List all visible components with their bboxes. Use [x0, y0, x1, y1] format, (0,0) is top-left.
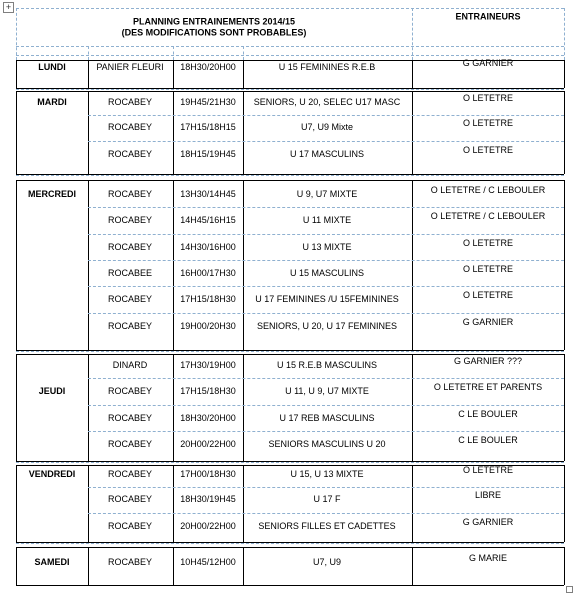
cell-time: 16H00/17H30 [180, 268, 236, 278]
table-border [16, 354, 17, 461]
table-border [16, 465, 17, 542]
table-border [412, 354, 413, 461]
cell-place: DINARD [112, 360, 148, 370]
grid-line [88, 487, 564, 488]
table-border [564, 354, 565, 461]
cell-group: U 17 REB MASCULINS [279, 413, 375, 423]
cell-time: 17H15/18H15 [180, 122, 236, 132]
grid-line [16, 89, 564, 90]
cell-time: 10H45/12H00 [180, 557, 236, 567]
cell-group: U7, U9 [312, 557, 342, 567]
cell-time: 20H00/22H00 [180, 521, 236, 531]
cell-group: SENIORS FILLES ET CADETTES [258, 521, 396, 531]
table-border [88, 91, 89, 174]
cell-place: ROCABEY [107, 521, 153, 531]
grid-line [243, 46, 244, 60]
grid-line [16, 46, 564, 47]
table-border [16, 585, 564, 586]
grid-line [88, 234, 564, 235]
table-move-handle-icon[interactable]: + [3, 2, 14, 13]
cell-coach: G GARNIER [462, 58, 514, 68]
cell-coach: O LETETRE [462, 264, 514, 274]
table-border [16, 180, 564, 181]
cell-coach: O LETETRE / C LEBOULER [430, 185, 546, 195]
cell-coach: O LETETRE [462, 93, 514, 103]
cell-coach: G GARNIER ??? [453, 356, 523, 366]
table-border [173, 547, 174, 585]
table-border [16, 547, 564, 548]
grid-line [88, 46, 89, 60]
cell-day: JEUDI [38, 386, 66, 396]
grid-line [16, 55, 564, 56]
grid-line [88, 207, 564, 208]
table-border [16, 547, 17, 585]
cell-place: ROCABEY [107, 294, 153, 304]
table-border [412, 60, 413, 88]
cell-place: ROCABEY [107, 494, 153, 504]
cell-group: U 11, U 9, U7 MIXTE [285, 386, 369, 396]
table-border [16, 88, 564, 89]
cell-place: ROCABEY [107, 149, 153, 159]
cell-day: MARDI [37, 97, 67, 107]
cell-coach: O LETETRE [462, 118, 514, 128]
cell-time: 14H45/16H15 [180, 215, 236, 225]
cell-place: ROCABEY [107, 242, 153, 252]
table-border [564, 547, 565, 585]
cell-time: 14H30/16H00 [180, 242, 236, 252]
grid-line [16, 543, 564, 544]
cell-place: ROCABEY [107, 215, 153, 225]
cell-coach: C LE BOULER [458, 435, 518, 445]
grid-line [88, 141, 564, 142]
cell-coach: O LETETRE / C LEBOULER [430, 211, 546, 221]
table-border [16, 174, 564, 175]
cell-coach: O LETETRE [462, 465, 514, 475]
cell-group: U 15 MASCULINS [289, 268, 365, 278]
cell-time: 18H15/19H45 [180, 149, 236, 159]
table-border [564, 91, 565, 174]
table-border [243, 547, 244, 585]
cell-group: U 13 MIXTE [302, 242, 352, 252]
cell-group: U 11 MIXTE [302, 215, 352, 225]
table-border [243, 354, 244, 461]
cell-coach: O LETETRE [462, 238, 514, 248]
grid-line [16, 462, 564, 463]
grid-line [412, 8, 413, 60]
cell-group: U 15, U 13 MIXTE [290, 469, 364, 479]
table-border [412, 547, 413, 585]
grid-line [88, 115, 564, 116]
cell-time: 18H30/20H00 [180, 413, 236, 423]
grid-line [564, 8, 565, 60]
page-subtitle: (DES MODIFICATIONS SONT PROBABLES) [121, 27, 307, 38]
cell-group: SENIORS, U 20, SELEC U17 MASC [253, 97, 401, 107]
table-border [173, 465, 174, 542]
table-border [173, 60, 174, 88]
cell-group: SENIORS, U 20, U 17 FEMININES [256, 321, 398, 331]
table-resize-handle[interactable] [566, 586, 573, 593]
grid-line [16, 175, 564, 176]
cell-group: U 15 FEMININES R.E.B [278, 62, 376, 72]
cell-group: U 17 MASCULINS [289, 149, 365, 159]
table-border [16, 180, 17, 350]
table-border [88, 547, 89, 585]
cell-coach: O LETETRE [462, 145, 514, 155]
table-border [173, 91, 174, 174]
grid-line [16, 8, 564, 9]
grid-line [88, 513, 564, 514]
table-border [173, 180, 174, 350]
table-border [412, 91, 413, 174]
cell-place: ROCABEY [107, 386, 153, 396]
cell-place: ROCABEY [107, 97, 153, 107]
cell-group: U 17 FEMININES /U 15FEMININES [255, 294, 399, 304]
cell-coach: G MARIE [468, 553, 508, 563]
grid-line [88, 260, 564, 261]
grid-line [173, 46, 174, 60]
table-border [16, 542, 564, 543]
cell-time: 19H00/20H30 [180, 321, 236, 331]
cell-place: ROCABEY [107, 469, 153, 479]
cell-group: U 15 R.E.B MASCULINS [276, 360, 378, 370]
cell-place: ROCABEY [107, 413, 153, 423]
table-border [243, 180, 244, 350]
table-border [412, 465, 413, 542]
table-border [564, 465, 565, 542]
table-border [243, 60, 244, 88]
table-border [88, 60, 89, 88]
cell-day: VENDREDI [28, 469, 76, 479]
table-border [243, 91, 244, 174]
planning-table [16, 8, 564, 588]
cell-time: 13H30/14H45 [180, 189, 236, 199]
cell-place: ROCABEE [107, 268, 153, 278]
cell-group: U 17 F [313, 494, 341, 504]
table-border [16, 461, 564, 462]
table-border [16, 91, 564, 92]
cell-group: SENIORS MASCULINS U 20 [268, 439, 386, 449]
cell-coach: C LE BOULER [458, 409, 518, 419]
cell-time: 17H30/19H00 [180, 360, 236, 370]
table-border [88, 465, 89, 542]
cell-time: 17H15/18H30 [180, 386, 236, 396]
cell-coach: O LETETRE [462, 290, 514, 300]
cell-coach: LIBRE [474, 490, 502, 500]
cell-group: U 9, U7 MIXTE [296, 189, 358, 199]
grid-line [88, 431, 564, 432]
table-border [564, 60, 565, 88]
table-border [16, 91, 17, 174]
table-border [564, 180, 565, 350]
grid-line [88, 313, 564, 314]
table-border [243, 465, 244, 542]
cell-day: MERCREDI [27, 189, 77, 199]
cell-time: 18H30/20H00 [180, 62, 236, 72]
cell-coach: G GARNIER [462, 517, 514, 527]
cell-place: PANIER FLEURI [96, 62, 164, 72]
table-border [173, 354, 174, 461]
grid-line [88, 286, 564, 287]
cell-day: SAMEDI [34, 557, 70, 567]
cell-time: 18H30/19H45 [180, 494, 236, 504]
cell-place: ROCABEY [107, 321, 153, 331]
cell-time: 19H45/21H30 [180, 97, 236, 107]
grid-line [88, 405, 564, 406]
cell-place: ROCABEY [107, 439, 153, 449]
table-border [88, 354, 89, 461]
cell-place: ROCABEY [107, 189, 153, 199]
grid-line [88, 378, 564, 379]
cell-coach: O LETETRE ET PARENTS [433, 382, 543, 392]
cell-time: 17H00/18H30 [180, 469, 236, 479]
grid-line [16, 351, 564, 352]
table-border [16, 350, 564, 351]
cell-group: U7, U9 Mixte [300, 122, 354, 132]
cell-place: ROCABEY [107, 122, 153, 132]
table-border [412, 180, 413, 350]
table-border [16, 60, 17, 88]
cell-coach: G GARNIER [462, 317, 514, 327]
page-title: PLANNING ENTRAINEMENTS 2014/15 [132, 16, 296, 27]
cell-time: 17H15/18H30 [180, 294, 236, 304]
cell-time: 20H00/22H00 [180, 439, 236, 449]
table-border [16, 354, 564, 355]
grid-line [16, 8, 17, 60]
table-border [88, 180, 89, 350]
coaches-heading: ENTRAINEURS [455, 11, 521, 22]
cell-place: ROCABEY [107, 557, 153, 567]
cell-day: LUNDI [38, 62, 66, 72]
